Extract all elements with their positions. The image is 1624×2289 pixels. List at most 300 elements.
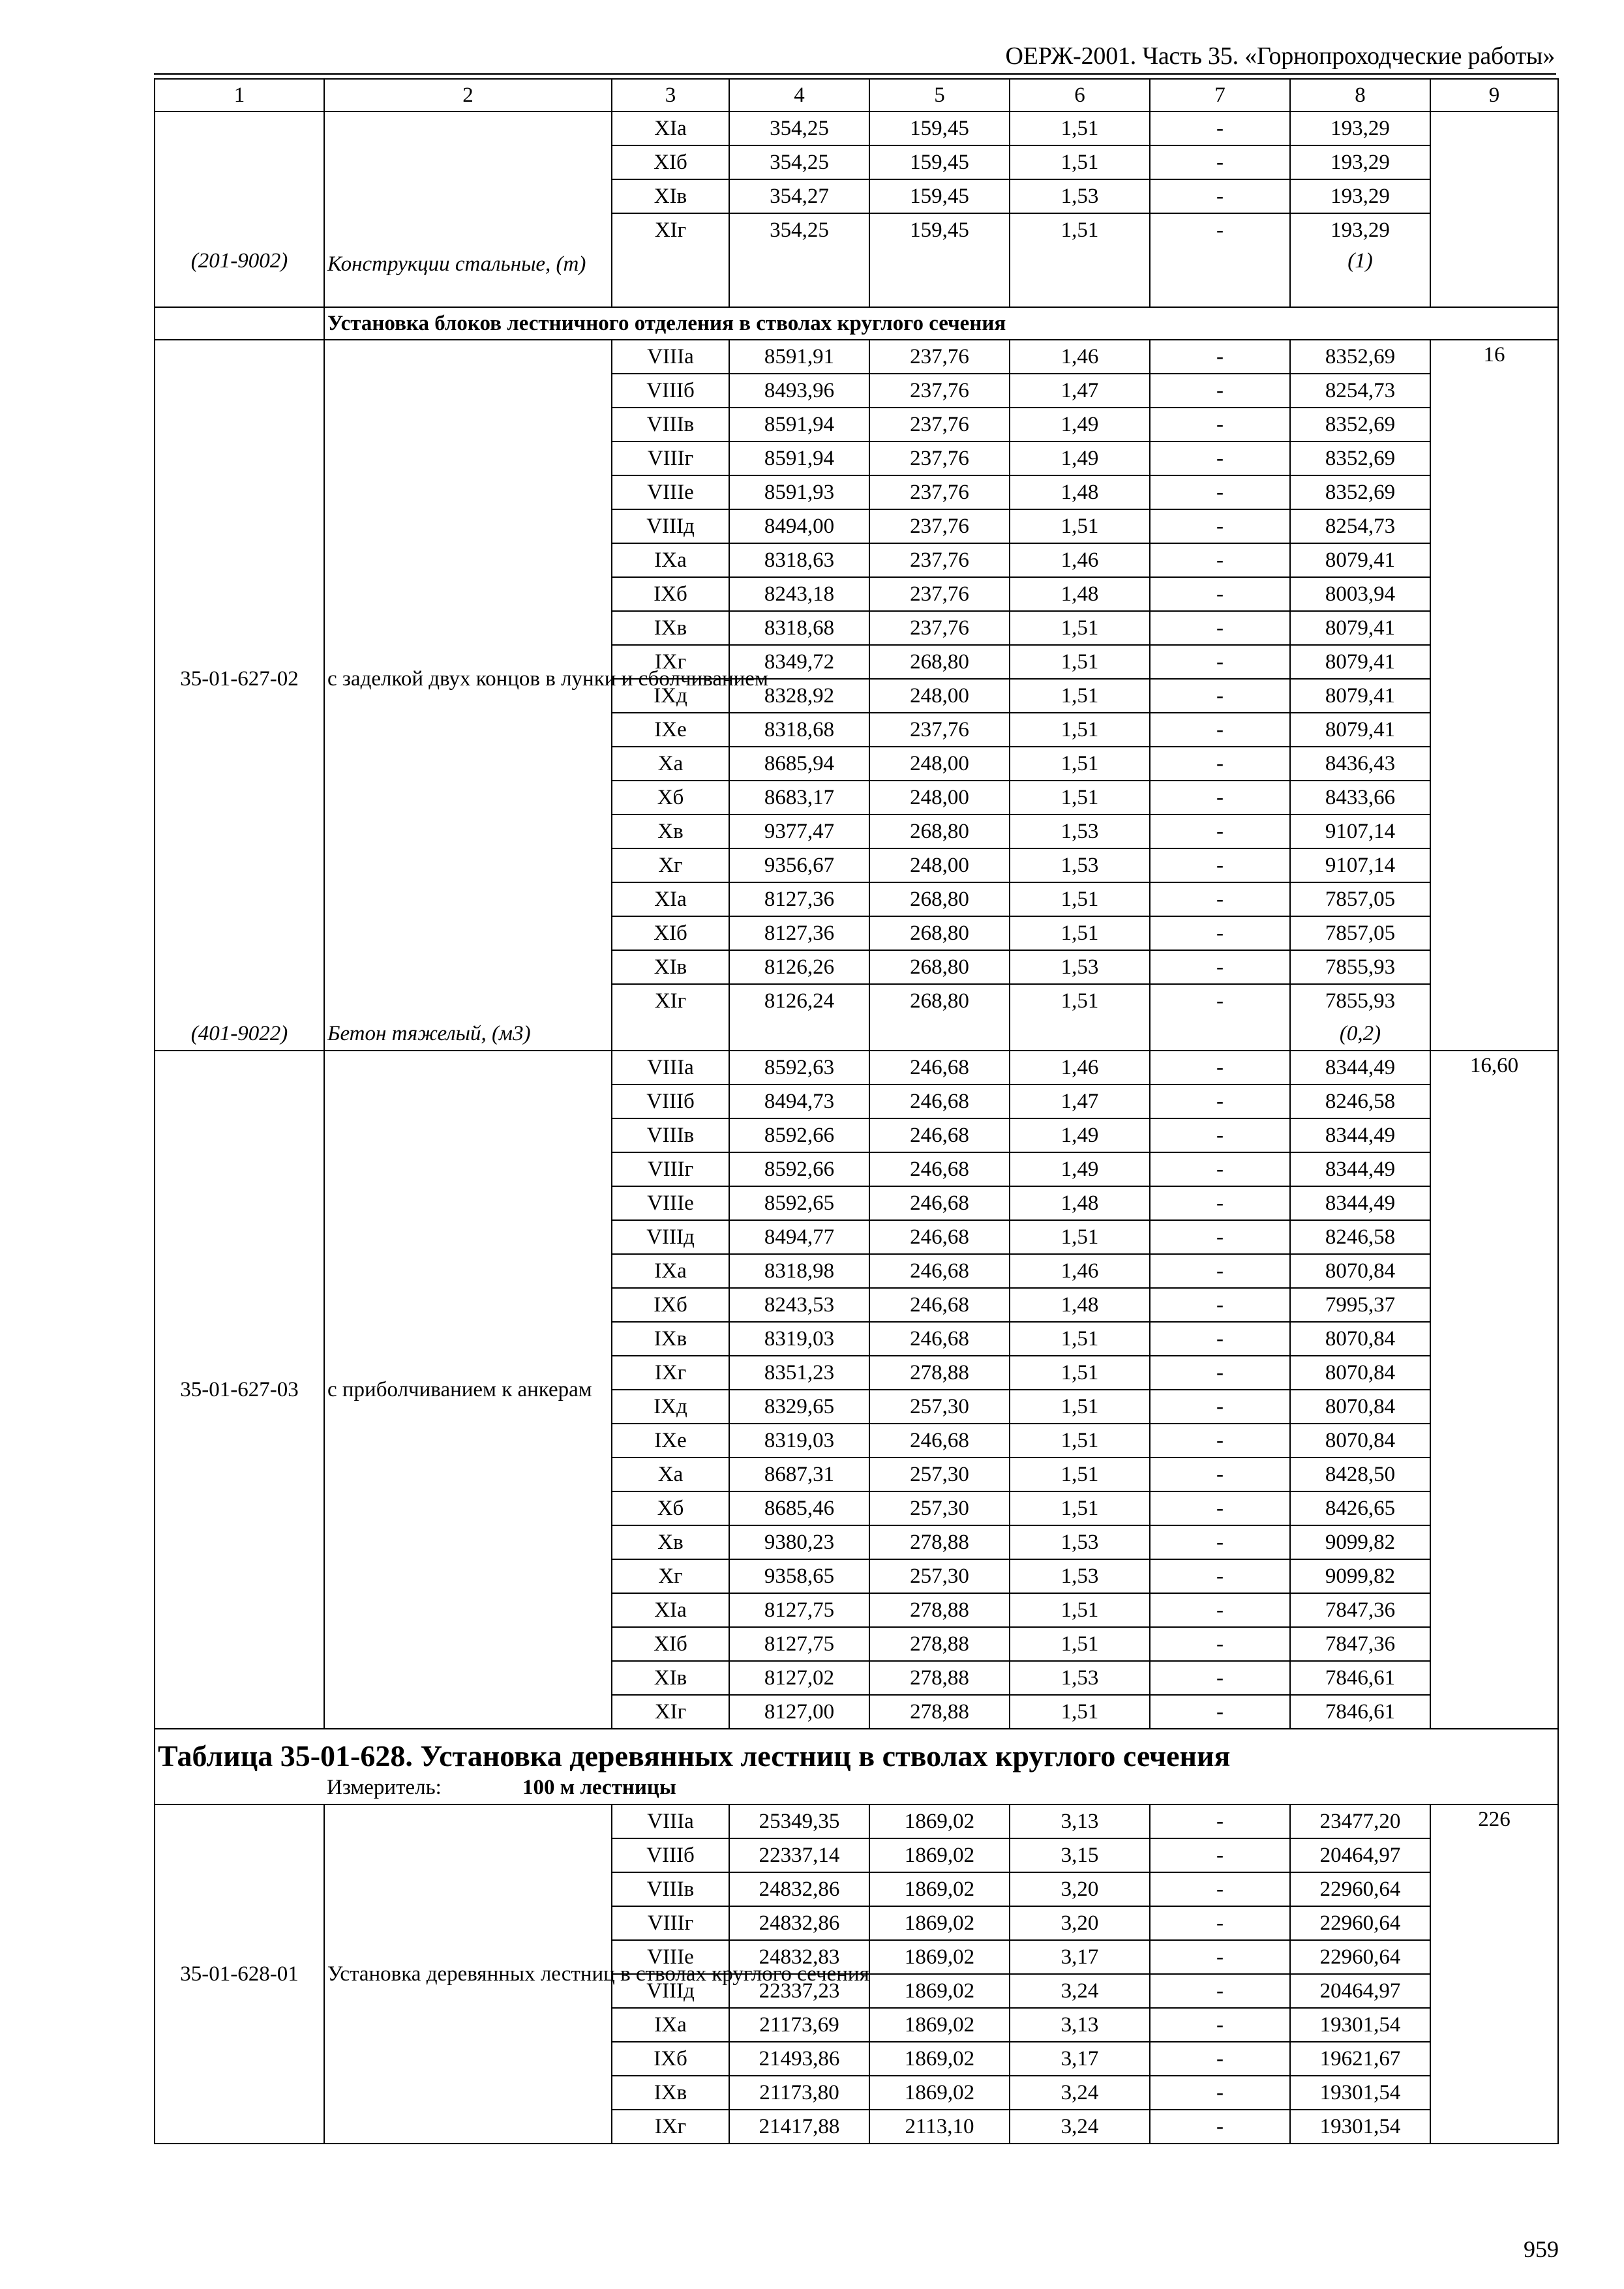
- rate-code: 35-01-627-03: [155, 1051, 324, 1729]
- labor-cost: 257,30: [869, 1390, 1010, 1424]
- total-cost: 8318,68: [729, 611, 869, 645]
- labor-cost: 246,68: [869, 1254, 1010, 1288]
- labor-cost: 257,30: [869, 1458, 1010, 1491]
- machinist-wage: -: [1150, 112, 1290, 145]
- materials-cost: 8003,94: [1290, 577, 1430, 611]
- machinist-wage: -: [1150, 1661, 1290, 1695]
- labor-cost: 246,68: [869, 1220, 1010, 1254]
- machine-cost: 1,51: [1010, 679, 1150, 713]
- machinist-wage: -: [1150, 1118, 1290, 1152]
- soil-category: XIб: [612, 145, 729, 179]
- machine-cost: 1,51: [1010, 984, 1150, 1017]
- materials-cost: 8079,41: [1290, 543, 1430, 577]
- table-title: Таблица 35-01-628. Установка деревянных лестниц в стволах круглого сечения: [155, 1729, 1558, 1771]
- total-cost: 8127,00: [729, 1695, 869, 1729]
- labor-cost: 1869,02: [869, 2008, 1010, 2042]
- page-number: 959: [1524, 2236, 1559, 2262]
- machine-cost: 1,51: [1010, 611, 1150, 645]
- materials-cost: 20464,97: [1290, 1974, 1430, 2008]
- column-number: 1: [155, 79, 324, 112]
- total-cost: 8494,00: [729, 509, 869, 543]
- header-title: ОЕРЖ-2001. Часть 35. «Горнопроходческие работы»: [1005, 42, 1555, 70]
- soil-category: VIIIг: [612, 441, 729, 475]
- labor-cost: 246,68: [869, 1085, 1010, 1118]
- total-cost: 354,27: [729, 179, 869, 213]
- total-cost: 8683,17: [729, 781, 869, 815]
- rate-description: с заделкой двух концов в лунки и сболчиванием: [324, 340, 612, 1017]
- soil-category: VIIIг: [612, 1152, 729, 1186]
- soil-category: Xг: [612, 1559, 729, 1593]
- labor-cost: 1869,02: [869, 1940, 1010, 1974]
- labor-hours: 16: [1430, 340, 1558, 1051]
- labor-cost: 248,00: [869, 747, 1010, 781]
- labor-cost: 268,80: [869, 984, 1010, 1017]
- empty-cell: [869, 1017, 1010, 1051]
- machine-cost: 1,51: [1010, 713, 1150, 747]
- machine-cost: 1,51: [1010, 1695, 1150, 1729]
- soil-category: IXв: [612, 611, 729, 645]
- labor-cost: 1869,02: [869, 1804, 1010, 1838]
- rate-code: 35-01-628-01: [155, 1804, 324, 2144]
- rate-description: Установка деревянных лестниц в стволах круглого сечения: [324, 1804, 612, 2144]
- labor-hours: 226: [1430, 1804, 1558, 2144]
- materials-cost: 193,29: [1290, 145, 1430, 179]
- total-cost: 8591,93: [729, 475, 869, 509]
- machine-cost: 1,51: [1010, 1458, 1150, 1491]
- materials-cost: 7857,05: [1290, 882, 1430, 916]
- soil-category: IXг: [612, 1356, 729, 1390]
- materials-cost: 193,29: [1290, 112, 1430, 145]
- materials-cost: 19621,67: [1290, 2042, 1430, 2076]
- machine-cost: 3,13: [1010, 1804, 1150, 1838]
- machinist-wage: -: [1150, 1906, 1290, 1940]
- soil-category: XIв: [612, 950, 729, 984]
- machinist-wage: -: [1150, 1288, 1290, 1322]
- total-cost: 8685,94: [729, 747, 869, 781]
- materials-cost: 8352,69: [1290, 475, 1430, 509]
- labor-cost: 159,45: [869, 112, 1010, 145]
- soil-category: VIIIд: [612, 1974, 729, 2008]
- total-cost: 8591,94: [729, 441, 869, 475]
- total-cost: 21173,69: [729, 2008, 869, 2042]
- soil-category: XIв: [612, 179, 729, 213]
- machine-cost: 1,51: [1010, 509, 1150, 543]
- total-cost: 8351,23: [729, 1356, 869, 1390]
- machinist-wage: -: [1150, 2110, 1290, 2144]
- machine-cost: 1,51: [1010, 1491, 1150, 1525]
- total-cost: 24832,83: [729, 1940, 869, 1974]
- total-cost: 21173,80: [729, 2076, 869, 2110]
- machine-cost: 1,53: [1010, 1661, 1150, 1695]
- machine-cost: 1,53: [1010, 179, 1150, 213]
- soil-category: XIв: [612, 1661, 729, 1695]
- column-number: 2: [324, 79, 612, 112]
- total-cost: 8243,53: [729, 1288, 869, 1322]
- labor-cost: 246,68: [869, 1186, 1010, 1220]
- labor-hours: [1430, 112, 1558, 307]
- soil-category: VIIIд: [612, 1220, 729, 1254]
- labor-cost: 237,76: [869, 475, 1010, 509]
- materials-cost: 8246,58: [1290, 1220, 1430, 1254]
- labor-cost: 1869,02: [869, 1838, 1010, 1872]
- machinist-wage: -: [1150, 1356, 1290, 1390]
- soil-category: VIIIа: [612, 340, 729, 374]
- machine-cost: 1,49: [1010, 1152, 1150, 1186]
- total-cost: 8318,68: [729, 713, 869, 747]
- total-cost: 21493,86: [729, 2042, 869, 2076]
- soil-category: XIг: [612, 984, 729, 1017]
- labor-cost: 278,88: [869, 1356, 1010, 1390]
- materials-cost: 19301,54: [1290, 2008, 1430, 2042]
- total-cost: 8349,72: [729, 645, 869, 679]
- soil-category: IXг: [612, 645, 729, 679]
- machine-cost: 1,49: [1010, 441, 1150, 475]
- machinist-wage: -: [1150, 1254, 1290, 1288]
- soil-category: VIIIв: [612, 1872, 729, 1906]
- machinist-wage: -: [1150, 2042, 1290, 2076]
- soil-category: IXд: [612, 1390, 729, 1424]
- labor-cost: 246,68: [869, 1322, 1010, 1356]
- machinist-wage: -: [1150, 340, 1290, 374]
- machine-cost: 1,53: [1010, 848, 1150, 882]
- soil-category: VIIIд: [612, 509, 729, 543]
- labor-cost: 257,30: [869, 1559, 1010, 1593]
- empty-cell: [869, 247, 1010, 307]
- total-cost: 9380,23: [729, 1525, 869, 1559]
- machine-cost: 1,53: [1010, 1525, 1150, 1559]
- machinist-wage: -: [1150, 1390, 1290, 1424]
- labor-cost: 1869,02: [869, 1974, 1010, 2008]
- soil-category: IXв: [612, 1322, 729, 1356]
- machinist-wage: -: [1150, 1838, 1290, 1872]
- total-cost: 8319,03: [729, 1424, 869, 1458]
- labor-cost: 248,00: [869, 781, 1010, 815]
- materials-cost: 8079,41: [1290, 645, 1430, 679]
- measure-value: 100 м лестницы: [522, 1775, 676, 1799]
- empty-cell: [155, 1771, 324, 1804]
- rate-description: с приболчиванием к анкерам: [324, 1051, 612, 1729]
- total-cost: 8243,18: [729, 577, 869, 611]
- machinist-wage: -: [1150, 408, 1290, 441]
- machinist-wage: -: [1150, 1152, 1290, 1186]
- materials-cost: 20464,97: [1290, 1838, 1430, 1872]
- materials-cost: 7847,36: [1290, 1593, 1430, 1627]
- labor-cost: 248,00: [869, 679, 1010, 713]
- empty-cell: [1010, 247, 1150, 307]
- total-cost: 8319,03: [729, 1322, 869, 1356]
- total-cost: 8494,77: [729, 1220, 869, 1254]
- machinist-wage: -: [1150, 815, 1290, 848]
- total-cost: 8328,92: [729, 679, 869, 713]
- machinist-wage: -: [1150, 509, 1290, 543]
- total-cost: 8127,75: [729, 1593, 869, 1627]
- materials-cost: 193,29: [1290, 213, 1430, 247]
- machine-cost: 1,47: [1010, 1085, 1150, 1118]
- machinist-wage: -: [1150, 1220, 1290, 1254]
- empty-cell: [1010, 1017, 1150, 1051]
- soil-category: IXв: [612, 2076, 729, 2110]
- total-cost: 8592,65: [729, 1186, 869, 1220]
- labor-cost: 268,80: [869, 950, 1010, 984]
- machine-cost: 1,51: [1010, 145, 1150, 179]
- machine-cost: 1,51: [1010, 1220, 1150, 1254]
- materials-cost: 9099,82: [1290, 1559, 1430, 1593]
- total-cost: 8126,26: [729, 950, 869, 984]
- materials-cost: 8344,49: [1290, 1152, 1430, 1186]
- machinist-wage: -: [1150, 1627, 1290, 1661]
- soil-category: XIб: [612, 1627, 729, 1661]
- soil-category: IXб: [612, 577, 729, 611]
- machine-cost: 1,49: [1010, 408, 1150, 441]
- labor-cost: 237,76: [869, 408, 1010, 441]
- machine-cost: 1,51: [1010, 1424, 1150, 1458]
- machine-cost: 1,53: [1010, 1559, 1150, 1593]
- soil-category: XIа: [612, 882, 729, 916]
- soil-category: VIIIг: [612, 1906, 729, 1940]
- total-cost: 9356,67: [729, 848, 869, 882]
- soil-category: Xа: [612, 1458, 729, 1491]
- machinist-wage: -: [1150, 611, 1290, 645]
- machine-cost: 3,13: [1010, 2008, 1150, 2042]
- machine-cost: 1,48: [1010, 1288, 1150, 1322]
- materials-cost: 8070,84: [1290, 1424, 1430, 1458]
- materials-cost: 22960,64: [1290, 1940, 1430, 1974]
- total-cost: 22337,14: [729, 1838, 869, 1872]
- empty-cell: [155, 307, 324, 340]
- machine-cost: 1,47: [1010, 374, 1150, 408]
- machinist-wage: -: [1150, 1051, 1290, 1085]
- machine-cost: 1,46: [1010, 1254, 1150, 1288]
- machine-cost: 3,24: [1010, 2110, 1150, 2144]
- machine-cost: 1,51: [1010, 1593, 1150, 1627]
- labor-cost: 1869,02: [869, 1906, 1010, 1940]
- materials-cost: 8070,84: [1290, 1390, 1430, 1424]
- machinist-wage: -: [1150, 1974, 1290, 2008]
- total-cost: 8592,66: [729, 1152, 869, 1186]
- labor-cost: 159,45: [869, 145, 1010, 179]
- total-cost: 24832,86: [729, 1872, 869, 1906]
- machinist-wage: -: [1150, 848, 1290, 882]
- column-number: 9: [1430, 79, 1558, 112]
- total-cost: 8329,65: [729, 1390, 869, 1424]
- soil-category: Xв: [612, 1525, 729, 1559]
- labor-cost: 278,88: [869, 1661, 1010, 1695]
- labor-cost: 237,76: [869, 577, 1010, 611]
- materials-cost: 22960,64: [1290, 1906, 1430, 1940]
- total-cost: 8494,73: [729, 1085, 869, 1118]
- machinist-wage: -: [1150, 543, 1290, 577]
- total-cost: 8687,31: [729, 1458, 869, 1491]
- total-cost: 8591,94: [729, 408, 869, 441]
- labor-cost: 1869,02: [869, 2076, 1010, 2110]
- machine-cost: 1,51: [1010, 916, 1150, 950]
- soil-category: VIIIв: [612, 1118, 729, 1152]
- soil-category: VIIIв: [612, 408, 729, 441]
- labor-cost: 278,88: [869, 1593, 1010, 1627]
- machinist-wage: -: [1150, 1186, 1290, 1220]
- materials-cost: 22960,64: [1290, 1872, 1430, 1906]
- machinist-wage: -: [1150, 645, 1290, 679]
- labor-hours: 16,60: [1430, 1051, 1558, 1729]
- machinist-wage: -: [1150, 1940, 1290, 1974]
- machine-cost: 3,20: [1010, 1906, 1150, 1940]
- soil-category: VIIIб: [612, 1838, 729, 1872]
- total-cost: 8591,91: [729, 340, 869, 374]
- materials-cost: 8344,49: [1290, 1051, 1430, 1085]
- machinist-wage: -: [1150, 1559, 1290, 1593]
- materials-cost: 8070,84: [1290, 1322, 1430, 1356]
- materials-cost: 8070,84: [1290, 1356, 1430, 1390]
- resource-code: (401-9022): [155, 1017, 324, 1051]
- total-cost: 9358,65: [729, 1559, 869, 1593]
- total-cost: 8126,24: [729, 984, 869, 1017]
- soil-category: IXа: [612, 543, 729, 577]
- soil-category: IXг: [612, 2110, 729, 2144]
- machinist-wage: -: [1150, 713, 1290, 747]
- labor-cost: 237,76: [869, 340, 1010, 374]
- machine-cost: 1,46: [1010, 340, 1150, 374]
- materials-cost: 8079,41: [1290, 611, 1430, 645]
- labor-cost: 237,76: [869, 441, 1010, 475]
- machinist-wage: -: [1150, 2008, 1290, 2042]
- materials-cost: 8079,41: [1290, 679, 1430, 713]
- soil-category: IXа: [612, 1254, 729, 1288]
- column-numbers-row: [155, 79, 1558, 112]
- total-cost: 8127,75: [729, 1627, 869, 1661]
- labor-cost: 237,76: [869, 611, 1010, 645]
- total-cost: 354,25: [729, 213, 869, 247]
- soil-category: XIг: [612, 1695, 729, 1729]
- labor-cost: 1869,02: [869, 2042, 1010, 2076]
- machinist-wage: -: [1150, 950, 1290, 984]
- empty-cell: [729, 1017, 869, 1051]
- total-cost: 8685,46: [729, 1491, 869, 1525]
- materials-cost: 8433,66: [1290, 781, 1430, 815]
- empty-cell: [612, 1017, 729, 1051]
- total-cost: 8318,98: [729, 1254, 869, 1288]
- total-cost: 8592,66: [729, 1118, 869, 1152]
- machinist-wage: -: [1150, 2076, 1290, 2110]
- labor-cost: 246,68: [869, 1424, 1010, 1458]
- machine-cost: 1,46: [1010, 1051, 1150, 1085]
- soil-category: VIIIа: [612, 1804, 729, 1838]
- soil-category: XIа: [612, 112, 729, 145]
- labor-cost: 2113,10: [869, 2110, 1010, 2144]
- materials-cost: 7855,93: [1290, 950, 1430, 984]
- machine-cost: 1,51: [1010, 112, 1150, 145]
- column-number: 3: [612, 79, 729, 112]
- machine-cost: 3,17: [1010, 2042, 1150, 2076]
- soil-category: Xв: [612, 815, 729, 848]
- labor-cost: 268,80: [869, 815, 1010, 848]
- total-cost: 22337,23: [729, 1974, 869, 2008]
- total-cost: 21417,88: [729, 2110, 869, 2144]
- total-cost: 8592,63: [729, 1051, 869, 1085]
- machinist-wage: -: [1150, 145, 1290, 179]
- empty-cell: [1150, 1017, 1290, 1051]
- labor-cost: 278,88: [869, 1525, 1010, 1559]
- machinist-wage: -: [1150, 916, 1290, 950]
- machine-cost: 3,15: [1010, 1838, 1150, 1872]
- table-row: [155, 340, 1558, 374]
- total-cost: 24832,86: [729, 1906, 869, 1940]
- rate-description: [324, 112, 612, 247]
- machinist-wage: -: [1150, 475, 1290, 509]
- soil-category: Xа: [612, 747, 729, 781]
- machine-cost: 1,51: [1010, 645, 1150, 679]
- machinist-wage: -: [1150, 679, 1290, 713]
- machinist-wage: -: [1150, 441, 1290, 475]
- materials-cost: 19301,54: [1290, 2076, 1430, 2110]
- machinist-wage: -: [1150, 882, 1290, 916]
- materials-cost: 7846,61: [1290, 1661, 1430, 1695]
- labor-cost: 278,88: [869, 1695, 1010, 1729]
- soil-category: XIб: [612, 916, 729, 950]
- machinist-wage: -: [1150, 747, 1290, 781]
- machine-cost: 1,51: [1010, 1390, 1150, 1424]
- column-number: 8: [1290, 79, 1430, 112]
- estimate-table: [154, 78, 1559, 2144]
- table-row: [155, 1051, 1558, 1085]
- machine-cost: 1,51: [1010, 1627, 1150, 1661]
- labor-cost: 237,76: [869, 713, 1010, 747]
- labor-cost: 268,80: [869, 916, 1010, 950]
- materials-cost: 7857,05: [1290, 916, 1430, 950]
- machinist-wage: -: [1150, 213, 1290, 247]
- materials-cost: 8352,69: [1290, 441, 1430, 475]
- column-number: 4: [729, 79, 869, 112]
- labor-cost: 237,76: [869, 509, 1010, 543]
- machine-cost: 3,20: [1010, 1872, 1150, 1906]
- materials-cost: 8344,49: [1290, 1118, 1430, 1152]
- materials-cost: 8246,58: [1290, 1085, 1430, 1118]
- materials-cost: 193,29: [1290, 179, 1430, 213]
- materials-cost: 7855,93: [1290, 984, 1430, 1017]
- machine-cost: 1,51: [1010, 882, 1150, 916]
- soil-category: VIIIб: [612, 1085, 729, 1118]
- total-cost: 8127,02: [729, 1661, 869, 1695]
- labor-cost: 268,80: [869, 882, 1010, 916]
- machine-cost: 1,53: [1010, 815, 1150, 848]
- labor-cost: 268,80: [869, 645, 1010, 679]
- machinist-wage: -: [1150, 1458, 1290, 1491]
- labor-cost: 278,88: [869, 1627, 1010, 1661]
- materials-cost: 19301,54: [1290, 2110, 1430, 2144]
- soil-category: VIIIе: [612, 475, 729, 509]
- empty-cell: [1150, 247, 1290, 307]
- materials-cost: 8079,41: [1290, 713, 1430, 747]
- empty-cell: [612, 247, 729, 307]
- labor-cost: 246,68: [869, 1288, 1010, 1322]
- materials-cost: 8344,49: [1290, 1186, 1430, 1220]
- materials-cost: 7847,36: [1290, 1627, 1430, 1661]
- materials-cost: 9107,14: [1290, 815, 1430, 848]
- machine-cost: 1,48: [1010, 475, 1150, 509]
- section-title: Установка блоков лестничного отделения в стволах круглого сечения: [324, 307, 1558, 340]
- materials-cost: 23477,20: [1290, 1804, 1430, 1838]
- resource-name: Конструкции стальные, (т): [324, 247, 612, 307]
- resource-qty: (1): [1290, 247, 1430, 307]
- total-cost: 8493,96: [729, 374, 869, 408]
- soil-category: IXа: [612, 2008, 729, 2042]
- labor-cost: 159,45: [869, 179, 1010, 213]
- rate-code: 35-01-627-02: [155, 340, 324, 1017]
- total-cost: 354,25: [729, 145, 869, 179]
- machine-cost: 1,46: [1010, 543, 1150, 577]
- resource-row: [155, 1017, 1558, 1051]
- soil-category: IXб: [612, 1288, 729, 1322]
- resource-name: Бетон тяжелый, (м3): [324, 1017, 612, 1051]
